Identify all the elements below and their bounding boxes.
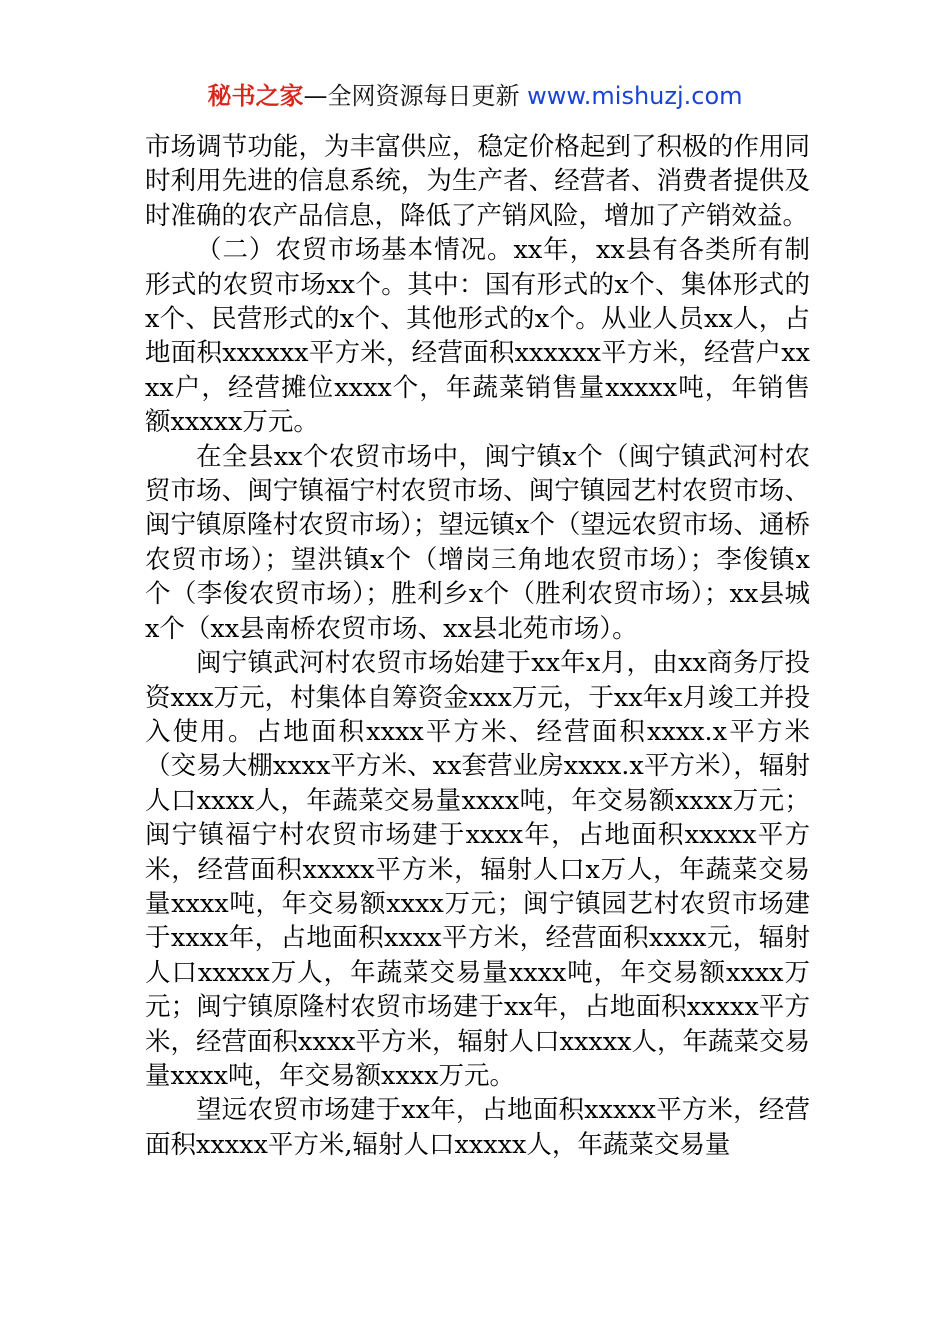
site-url-link[interactable]: www.mishuzj.com	[527, 82, 743, 110]
document-body	[145, 130, 810, 1162]
paragraph-continuation: 市场调节功能，为丰富供应，稳定价格起到了积极的作用同时利用先进的信息系统，为生产者、经营者、消费者提供及时准确的农产品信息，降低了产销风险，增加了产销效益。	[145, 132, 810, 231]
paragraph-wangyuan-market: 望远农贸市场建于xx年，占地面积xxxxx平方米，经营面积xxxxx平方米,辐射人口xxxxx人，年蔬菜交易量	[145, 1095, 810, 1160]
paragraph-market-distribution: 在全县xx个农贸市场中，闽宁镇x个（闽宁镇武河村农贸市场、闽宁镇福宁村农贸市场、闽宁镇园艺村农贸市场、闽宁镇原隆村农贸市场）；望远镇x个（望远农贸市场、通桥农贸市场）；望洪镇x个（增岗三角地农贸市场）；李俊镇x个（李俊农贸市场）；胜利乡x个（胜利农贸市场）；xx县城x个（xx县南桥农贸市场、xx县北苑市场）。	[145, 441, 810, 644]
paragraph-minning-markets: 闽宁镇武河村农贸市场始建于xx年x月，由xx商务厅投资xxx万元，村集体自筹资金xxx万元，于xx年x月竣工并投入使用。占地面积xxxx平方米、经营面积xxxx.x平方米（交易大棚xxxx平方米、xx套营业房xxxx.x平方米），辐射人口xxxx人，年蔬菜交易量xxxx吨，年交易额xxxx万元；闽宁镇福宁村农贸市场建于xxxx年，占地面积xxxxx平方米，经营面积xxxxx平方米，辐射人口x万人，年蔬菜交易量xxxx吨，年交易额xxxx万元；闽宁镇园艺村农贸市场建于xxxx年，占地面积xxxx平方米，经营面积xxxx元，辐射人口xxxxx万人，年蔬菜交易量xxxx吨，年交易额xxxx万元；闽宁镇原隆村农贸市场建于xx年，占地面积xxxxx平方米，经营面积xxxx平方米，辐射人口xxxxx人，年蔬菜交易量xxxx吨，年交易额xxxx万元。	[145, 648, 810, 1091]
site-tagline: —全网资源每日更新	[303, 82, 528, 110]
site-brand: 秘书之家	[207, 82, 304, 110]
paragraph-market-overview: （二）农贸市场基本情况。xx年，xx县有各类所有制形式的农贸市场xx个。其中：国有形式的x个、集体形式的x个、民营形式的x个、其他形式的x个。从业人员xx人，占地面积xxxxxx平方米，经营面积xxxxxx平方米，经营户xxxx户，经营摊位xxxx个，年蔬菜销售量xxxxx吨，年销售额xxxxx万元。	[145, 235, 810, 438]
site-header	[0, 80, 950, 112]
